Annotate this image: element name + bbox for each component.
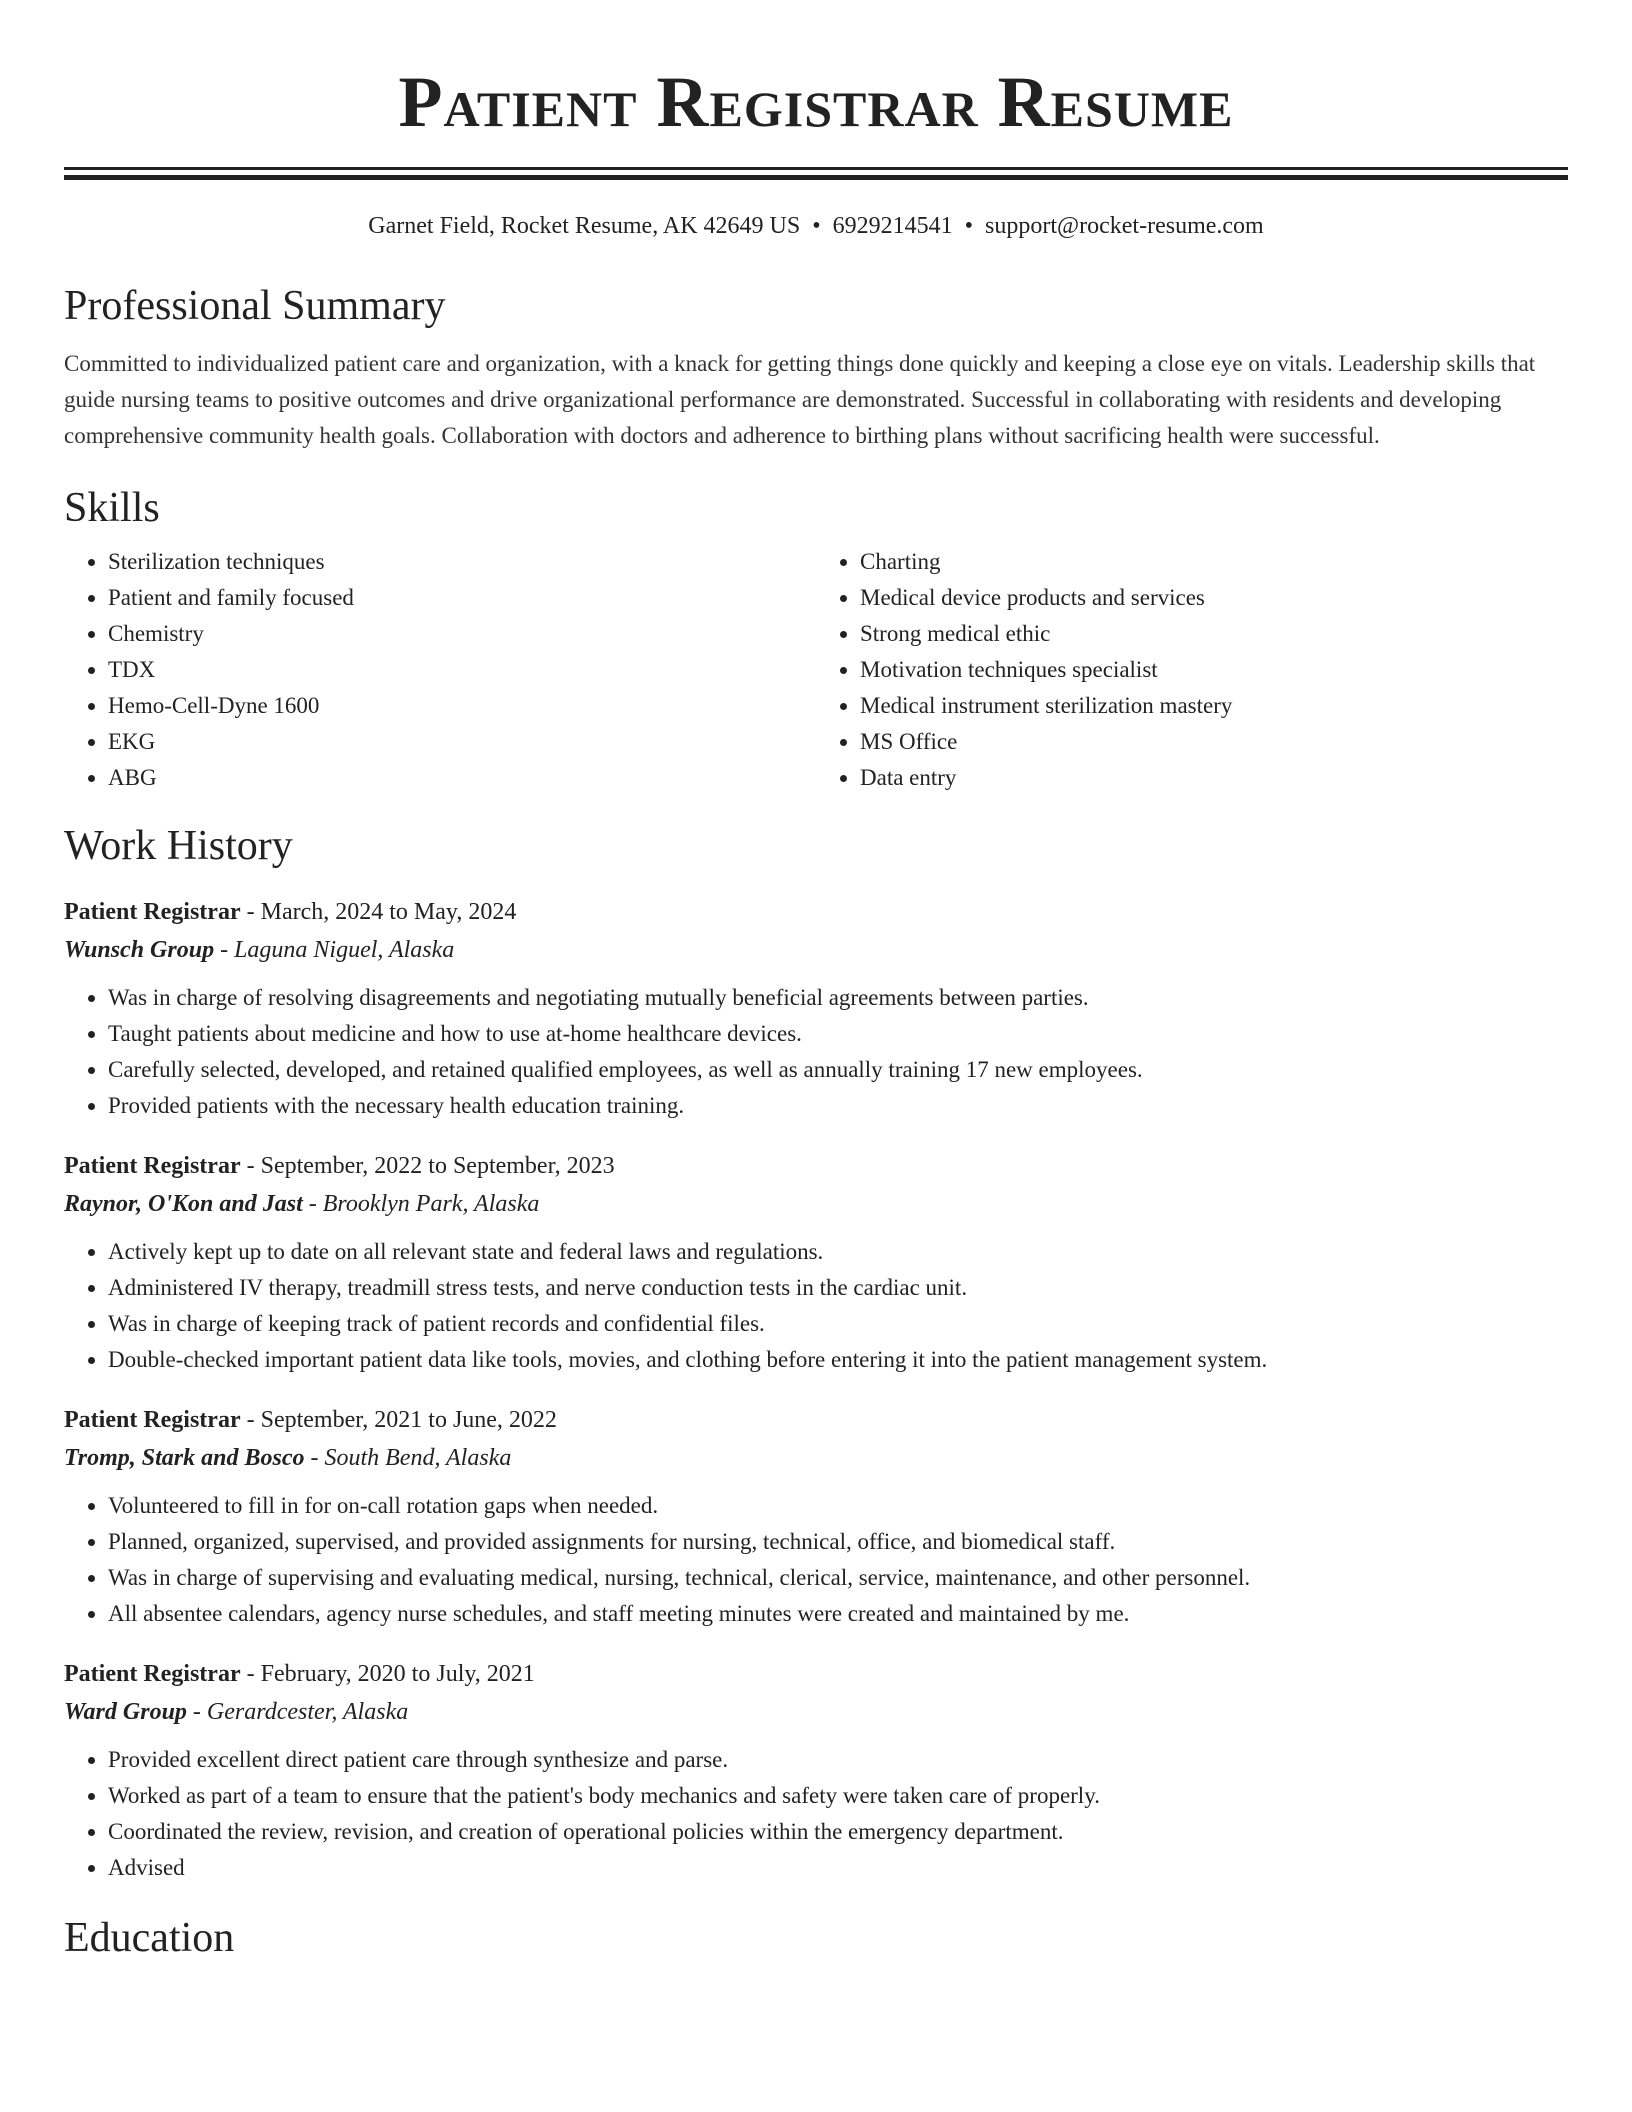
job-duty: • Planned, organized, supervised, and provided assignments for nursing, technical, office, and biomedical staff.: [108, 1524, 1568, 1560]
skills-heading: Skills: [64, 485, 160, 531]
job-location: - Gerardcester, Alaska: [186, 1699, 409, 1725]
contact-line: [64, 210, 1568, 242]
education-heading: Education: [64, 1915, 235, 1961]
job-employer: [64, 1692, 1568, 1732]
job-duty: • Was in charge of keeping track of patient records and confidential files.: [108, 1306, 1568, 1342]
job-dates: - September, 2021 to June, 2022: [240, 1407, 557, 1433]
skill-item: • ABG: [108, 760, 816, 796]
job-company: Wunsch Group: [64, 937, 215, 963]
job-location: - Laguna Niguel, Alaska: [214, 937, 455, 963]
job-dates: - March, 2024 to May, 2024: [240, 899, 517, 925]
title-divider-bottom: [64, 175, 1568, 180]
summary-heading: Professional Summary: [64, 283, 446, 329]
job-duty: • Carefully selected, developed, and retained qualified employees, as well as annually training 17 new employees.: [108, 1052, 1568, 1088]
skills-list-right: [816, 544, 1568, 796]
resume-title: Patient Registrar Resume: [398, 62, 1234, 142]
job-company: Ward Group: [64, 1699, 187, 1725]
skill-item: • Patient and family focused: [108, 580, 816, 616]
skill-item: • Medical device products and services: [860, 580, 1568, 616]
job-role: Patient Registrar: [64, 1407, 241, 1433]
job-duty: • Provided excellent direct patient care through synthesize and parse.: [108, 1742, 1568, 1778]
title-divider-top: [64, 167, 1568, 170]
job-header: [64, 1402, 1568, 1438]
job-dates: - February, 2020 to July, 2021: [240, 1661, 535, 1687]
job-employer: [64, 1438, 1568, 1478]
job-company: Raynor, O'Kon and Jast: [64, 1191, 303, 1217]
work-history-heading: Work History: [64, 823, 293, 869]
job-employer: [64, 930, 1568, 970]
skill-item: • Strong medical ethic: [860, 616, 1568, 652]
job-duty: • Provided patients with the necessary health education training.: [108, 1088, 1568, 1124]
job-duty: • Was in charge of supervising and evaluating medical, nursing, technical, clerical, service, maintenance, and other personnel.: [108, 1560, 1568, 1596]
skill-item: • Data entry: [860, 760, 1568, 796]
skill-item: • TDX: [108, 652, 816, 688]
job-duty: • Double-checked important patient data like tools, movies, and clothing before entering it into the patient management system.: [108, 1342, 1568, 1378]
summary-text: Committed to individualized patient care and organization, with a knack for getting things done quickly and keeping a close eye on vitals. Leadership skills that guide nursing teams to positive outcomes and drive organizational performance are demonstrated. Successful in collaborating with residents and developing comprehensive community health goals. Collaboration with doctors and adherence to birthing plans without sacrificing health were successful.: [64, 351, 1536, 448]
job-duty: • Coordinated the review, revision, and creation of operational policies within the emergency department.: [108, 1814, 1568, 1850]
contact-separator: •: [964, 213, 974, 239]
job-role: Patient Registrar: [64, 899, 241, 925]
job-location: - South Bend, Alaska: [304, 1445, 512, 1471]
job-duty: • Actively kept up to date on all relevant state and federal laws and regulations.: [108, 1234, 1568, 1270]
job-employer: [64, 1184, 1568, 1224]
contact-email: support@rocket-resume.com: [985, 213, 1264, 239]
job-entry: [64, 894, 1568, 1124]
job-entry: [64, 1656, 1568, 1886]
job-duty: • Was in charge of resolving disagreements and negotiating mutually beneficial agreements between parties.: [108, 980, 1568, 1016]
skill-item: • Sterilization techniques: [108, 544, 816, 580]
job-role: Patient Registrar: [64, 1661, 241, 1687]
job-header: [64, 1148, 1568, 1184]
job-entry: [64, 1148, 1568, 1378]
job-entry: [64, 1402, 1568, 1632]
job-duties: [64, 1742, 1568, 1886]
skill-item: • MS Office: [860, 724, 1568, 760]
job-dates: - September, 2022 to September, 2023: [240, 1153, 615, 1179]
skill-item: • Motivation techniques specialist: [860, 652, 1568, 688]
contact-separator: •: [812, 213, 821, 239]
job-location: - Brooklyn Park, Alaska: [302, 1191, 540, 1217]
job-role: Patient Registrar: [64, 1153, 241, 1179]
job-duties: [64, 1234, 1568, 1378]
job-header: [64, 894, 1568, 930]
contact-address: Garnet Field, Rocket Resume, AK 42649 US: [368, 213, 801, 239]
job-duty: • Worked as part of a team to ensure that the patient's body mechanics and safety were taken care of properly.: [108, 1778, 1568, 1814]
job-duty: • Taught patients about medicine and how to use at-home healthcare devices.: [108, 1016, 1568, 1052]
skill-item: • Chemistry: [108, 616, 816, 652]
job-duty: • Administered IV therapy, treadmill stress tests, and nerve conduction tests in the cardiac unit.: [108, 1270, 1568, 1306]
contact-phone: 6929214541: [832, 213, 953, 239]
skill-item: • Charting: [860, 544, 1568, 580]
job-duties: [64, 1488, 1568, 1632]
skill-item: • Hemo-Cell-Dyne 1600: [108, 688, 816, 724]
job-duty: • Advised: [108, 1850, 1568, 1886]
skill-item: • Medical instrument sterilization mastery: [860, 688, 1568, 724]
job-duty: • Volunteered to fill in for on-call rotation gaps when needed.: [108, 1488, 1568, 1524]
job-duties: [64, 980, 1568, 1124]
skills-list-left: [64, 544, 816, 796]
skill-item: • EKG: [108, 724, 816, 760]
job-company: Tromp, Stark and Bosco: [64, 1445, 305, 1471]
skills-grid: [64, 544, 1568, 796]
job-header: [64, 1656, 1568, 1692]
job-duty: • All absentee calendars, agency nurse schedules, and staff meeting minutes were created and maintained by me.: [108, 1596, 1568, 1632]
